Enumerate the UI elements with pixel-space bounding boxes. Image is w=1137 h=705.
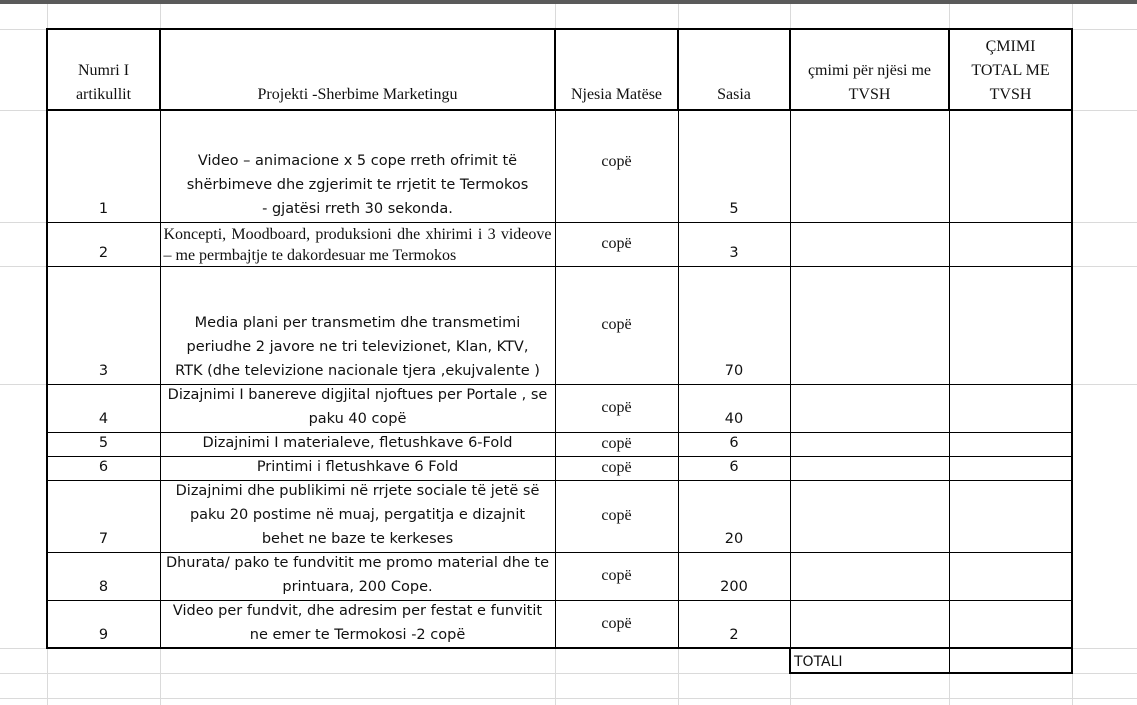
row-border	[47, 600, 1072, 601]
col-border	[160, 110, 161, 648]
row-4-quantity[interactable]	[678, 384, 790, 432]
header-quantity-label: Sasia	[717, 86, 751, 103]
cell-text: copë	[601, 435, 632, 452]
cell-text: copë	[601, 615, 632, 632]
header-col-border	[554, 28, 556, 110]
row-9-quantity[interactable]	[678, 600, 790, 648]
row-border	[47, 384, 1072, 385]
row-6-quantity[interactable]	[678, 456, 790, 480]
row-8-description[interactable]	[160, 552, 555, 600]
cell-text: 4	[98, 411, 109, 427]
row-2-total[interactable]	[949, 222, 1072, 266]
cell-text: 200	[720, 579, 748, 595]
row-8-quantity[interactable]	[678, 552, 790, 600]
row-8-total[interactable]	[949, 552, 1072, 600]
row-1-total[interactable]	[949, 110, 1072, 222]
col-border	[678, 110, 679, 648]
header-unit-price-label: çmimi për njësi me TVSH	[807, 62, 932, 103]
row-border	[47, 432, 1072, 433]
cell-text: copë	[601, 316, 632, 333]
cell-text: copë	[601, 235, 632, 252]
row-7-description[interactable]	[160, 480, 555, 552]
cell-text: Koncepti, Moodboard, produksioni dhe xhirimi i 3 videove – me permbajtje te dakordesuar me Termokos	[163, 226, 552, 264]
header-col-border	[159, 28, 161, 110]
header-unit-label: Njesia Matëse	[570, 86, 663, 103]
col-border	[790, 110, 791, 648]
cell-text: 2	[729, 627, 739, 643]
gridline	[0, 698, 1137, 699]
header-project-label: Projekti -Sherbime Marketingu	[257, 86, 458, 103]
total-label[interactable]	[790, 648, 949, 673]
cell-text: TOTALI	[794, 654, 843, 670]
row-1-unit-price[interactable]	[790, 110, 949, 222]
row-2-quantity[interactable]	[678, 222, 790, 266]
header-project[interactable]	[160, 29, 555, 110]
row-3-description[interactable]	[160, 266, 555, 384]
header-col-border	[789, 28, 791, 110]
row-border	[47, 266, 1072, 267]
col-border	[555, 110, 556, 648]
row-2-number[interactable]	[47, 222, 160, 266]
row-5-total[interactable]	[949, 432, 1072, 456]
header-quantity[interactable]	[678, 29, 790, 110]
cell-text: Dhurata/ pako te fundvitit me promo material dhe te printuara, 200 Cope.	[165, 555, 550, 595]
header-number[interactable]	[47, 29, 160, 110]
row-6-number[interactable]	[47, 456, 160, 480]
cell-text: 3	[729, 245, 739, 261]
header-col-border	[948, 28, 950, 110]
row-4-total[interactable]	[949, 384, 1072, 432]
row-9-unit[interactable]	[555, 600, 678, 648]
row-3-unit-price[interactable]	[790, 266, 949, 384]
row-3-number[interactable]	[47, 266, 160, 384]
row-5-unit[interactable]	[555, 432, 678, 456]
cell-text: 3	[98, 363, 109, 379]
cell-text: 70	[724, 363, 744, 379]
header-total-price-label: ÇMIMI TOTAL ME TVSH	[971, 38, 1050, 103]
row-2-unit-price[interactable]	[790, 222, 949, 266]
row-5-description[interactable]	[160, 432, 555, 456]
cell-text: copë	[601, 567, 632, 584]
header-col-border	[677, 28, 679, 110]
row-6-description[interactable]	[160, 456, 555, 480]
table-top-border	[46, 28, 1073, 30]
row-1-description[interactable]	[160, 110, 555, 222]
row-border	[47, 480, 1072, 481]
row-8-unit[interactable]	[555, 552, 678, 600]
table-bottom-border	[46, 647, 1073, 649]
cell-text: copë	[601, 153, 632, 170]
cell-text: 6	[729, 435, 739, 451]
cell-text: 1	[98, 201, 109, 217]
row-1-number[interactable]	[47, 110, 160, 222]
row-6-unit-price[interactable]	[790, 456, 949, 480]
row-2-description[interactable]	[160, 222, 555, 266]
row-9-total[interactable]	[949, 600, 1072, 648]
row-7-quantity[interactable]	[678, 480, 790, 552]
toolbar-edge	[0, 0, 1137, 4]
cell-text: Dizajnimi I materialeve, fletushkave 6-Fold	[202, 435, 513, 451]
row-7-unit[interactable]	[555, 480, 678, 552]
header-bottom-border	[46, 109, 1073, 111]
cell-text: 9	[98, 627, 109, 643]
row-4-unit[interactable]	[555, 384, 678, 432]
row-3-quantity[interactable]	[678, 266, 790, 384]
cell-text: Media plani per transmetim dhe transmetimi periudhe 2 javore ne tri televizionet, Klan, KTV, RTK (dhe televizione nacionale tjera ,ekujvalente )	[175, 315, 540, 379]
row-4-unit-price[interactable]	[790, 384, 949, 432]
cell-text: Printimi i fletushkave 6 Fold	[256, 459, 459, 475]
row-1-unit[interactable]	[555, 110, 678, 222]
cell-text: 7	[98, 531, 109, 547]
cell-text: 5	[729, 201, 739, 217]
row-5-quantity[interactable]	[678, 432, 790, 456]
cell-text: 6	[98, 459, 109, 475]
row-5-number[interactable]	[47, 432, 160, 456]
cell-text: Video – animacione x 5 cope rreth ofrimit të shërbimeve dhe zgjerimit te rrjetit te Termokos - gjatësi rreth 30 sekonda.	[186, 153, 529, 217]
row-1-quantity[interactable]	[678, 110, 790, 222]
col-border	[949, 110, 950, 673]
header-number-label: Numri I artikullit	[75, 62, 132, 103]
row-7-total[interactable]	[949, 480, 1072, 552]
cell-text: 8	[98, 579, 109, 595]
row-7-unit-price[interactable]	[790, 480, 949, 552]
cell-text: copë	[601, 507, 632, 524]
cell-text: copë	[601, 459, 632, 476]
row-4-description[interactable]	[160, 384, 555, 432]
row-border	[47, 456, 1072, 457]
row-8-unit-price[interactable]	[790, 552, 949, 600]
row-6-unit[interactable]	[555, 456, 678, 480]
row-border	[47, 552, 1072, 553]
row-8-number[interactable]	[47, 552, 160, 600]
cell-text: Video per fundvit, dhe adresim per festat e funvitit ne emer te Termokosi -2 copë	[172, 603, 543, 643]
cell-text: 5	[98, 435, 109, 451]
cell-text: Dizajnimi I banereve digjital njoftues per Portale , se paku 40 copë	[167, 387, 548, 427]
cell-text: 20	[724, 531, 744, 547]
row-3-unit[interactable]	[555, 266, 678, 384]
row-2-unit[interactable]	[555, 222, 678, 266]
header-total-price[interactable]	[949, 29, 1072, 110]
row-6-total[interactable]	[949, 456, 1072, 480]
cell-text: 6	[729, 459, 739, 475]
row-4-number[interactable]	[47, 384, 160, 432]
row-9-unit-price[interactable]	[790, 600, 949, 648]
total-bottom-border	[789, 672, 1073, 674]
cell-text: 2	[98, 245, 109, 261]
header-unit-price[interactable]	[790, 29, 949, 110]
row-9-description[interactable]	[160, 600, 555, 648]
row-5-unit-price[interactable]	[790, 432, 949, 456]
cell-text: Dizajnimi dhe publikimi në rrjete sociale të jetë së paku 20 postime në muaj, pergatitja e dizajnit behet ne baze te kerkeses	[175, 483, 540, 547]
row-7-number[interactable]	[47, 480, 160, 552]
table-left-border	[46, 28, 48, 649]
row-border	[47, 222, 1072, 223]
row-3-total[interactable]	[949, 266, 1072, 384]
total-value[interactable]	[949, 648, 1072, 673]
table-right-border	[1071, 28, 1073, 674]
cell-text: copë	[601, 399, 632, 416]
total-left-border	[789, 648, 791, 674]
cell-text: 40	[724, 411, 744, 427]
row-9-number[interactable]	[47, 600, 160, 648]
header-unit[interactable]	[555, 29, 678, 110]
